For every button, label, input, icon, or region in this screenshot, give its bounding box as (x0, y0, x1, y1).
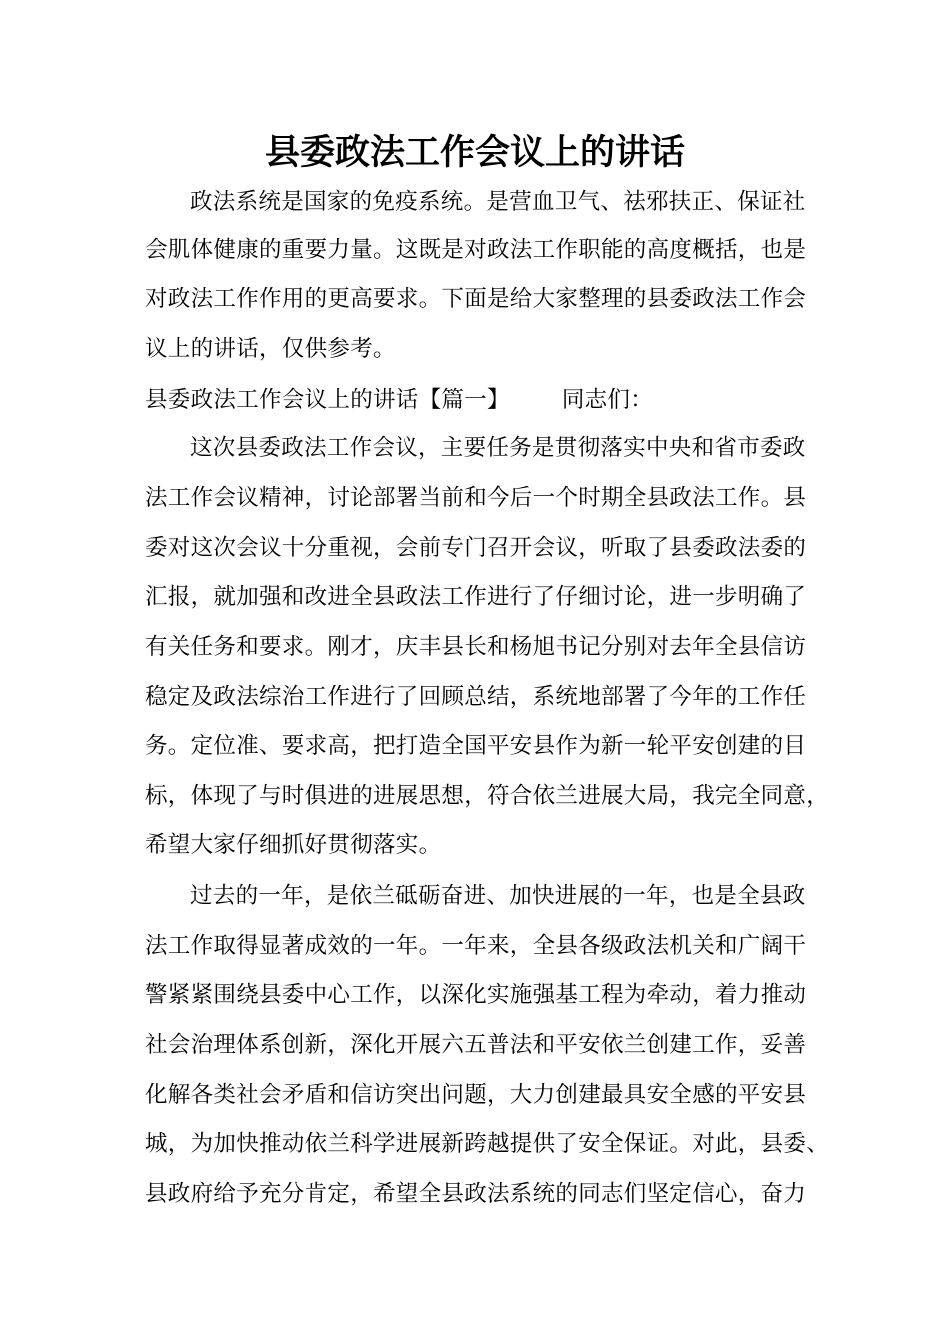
paragraph2-line-5: 化解各类社会矛盾和信访突出问题，大力创建最具安全感的平安县 (145, 1082, 807, 1108)
paragraph1-line-1: 这次县委政法工作会议，主要任务是贯彻落实中央和省市委政 (190, 435, 806, 461)
intro-line-2: 会肌体健康的重要力量。这既是对政法工作职能的高度概括，也是 (145, 237, 807, 263)
paragraph1-line-6: 稳定及政法综治工作进行了回顾总结，系统地部署了今年的工作任 (145, 684, 807, 710)
paragraph2-line-1: 过去的一年，是依兰砥砺奋进、加快进展的一年，也是全县政 (190, 883, 806, 909)
paragraph2-line-7: 县政府给予充分肯定，希望全县政法系统的同志们坚定信心，奋力 (145, 1181, 807, 1207)
paragraph1-line-7: 务。定位准、要求高，把打造全国平安县作为新一轮平安创建的目 (145, 733, 807, 759)
paragraph2-line-4: 社会治理体系创新，深化开展六五普法和平安依兰创建工作，妥善 (145, 1032, 807, 1058)
paragraph1-line-5: 有关任务和要求。刚才，庆丰县长和杨旭书记分别对去年全县信访 (145, 634, 807, 660)
section-heading: 县委政法工作会议上的讲话【篇一】 (145, 387, 510, 413)
intro-line-4: 议上的讲话，仅供参考。 (145, 336, 396, 362)
paragraph1-line-8: 标，体现了与时俱进的进展思想，符合依兰进展大局，我完全同意， (145, 783, 830, 809)
paragraph2-line-2: 法工作取得显著成效的一年。一年来，全县各级政法机关和广阔干 (145, 933, 807, 959)
paragraph2-line-3: 警紧紧围绕县委中心工作，以深化实施强基工程为牵动，着力推动 (145, 982, 807, 1008)
salutation: 同志们： (561, 387, 654, 413)
intro-line-1: 政法系统是国家的免疫系统。是营血卫气、祛邪扶正、保证社 (190, 189, 806, 215)
intro-line-3: 对政法工作作用的更高要求。下面是给大家整理的县委政法工作会 (145, 286, 807, 312)
paragraph1-line-2: 法工作会议精神，讨论部署当前和今后一个时期全县政法工作。县 (145, 485, 807, 511)
document-title: 县委政法工作会议上的讲话 (264, 132, 685, 173)
section-heading-line (145, 383, 653, 417)
paragraph1-line-4: 汇报，就加强和改进全县政法工作进行了仔细讨论，进一步明确了 (145, 584, 807, 610)
paragraph2-line-6: 城，为加快推动依兰科学进展新跨越提供了安全保证。对此，县委、 (145, 1131, 830, 1157)
paragraph1-line-3: 委对这次会议十分重视，会前专门召开会议，听取了县委政法委的 (145, 535, 807, 561)
paragraph1-line-9: 希望大家仔细抓好贯彻落实。 (145, 832, 442, 858)
